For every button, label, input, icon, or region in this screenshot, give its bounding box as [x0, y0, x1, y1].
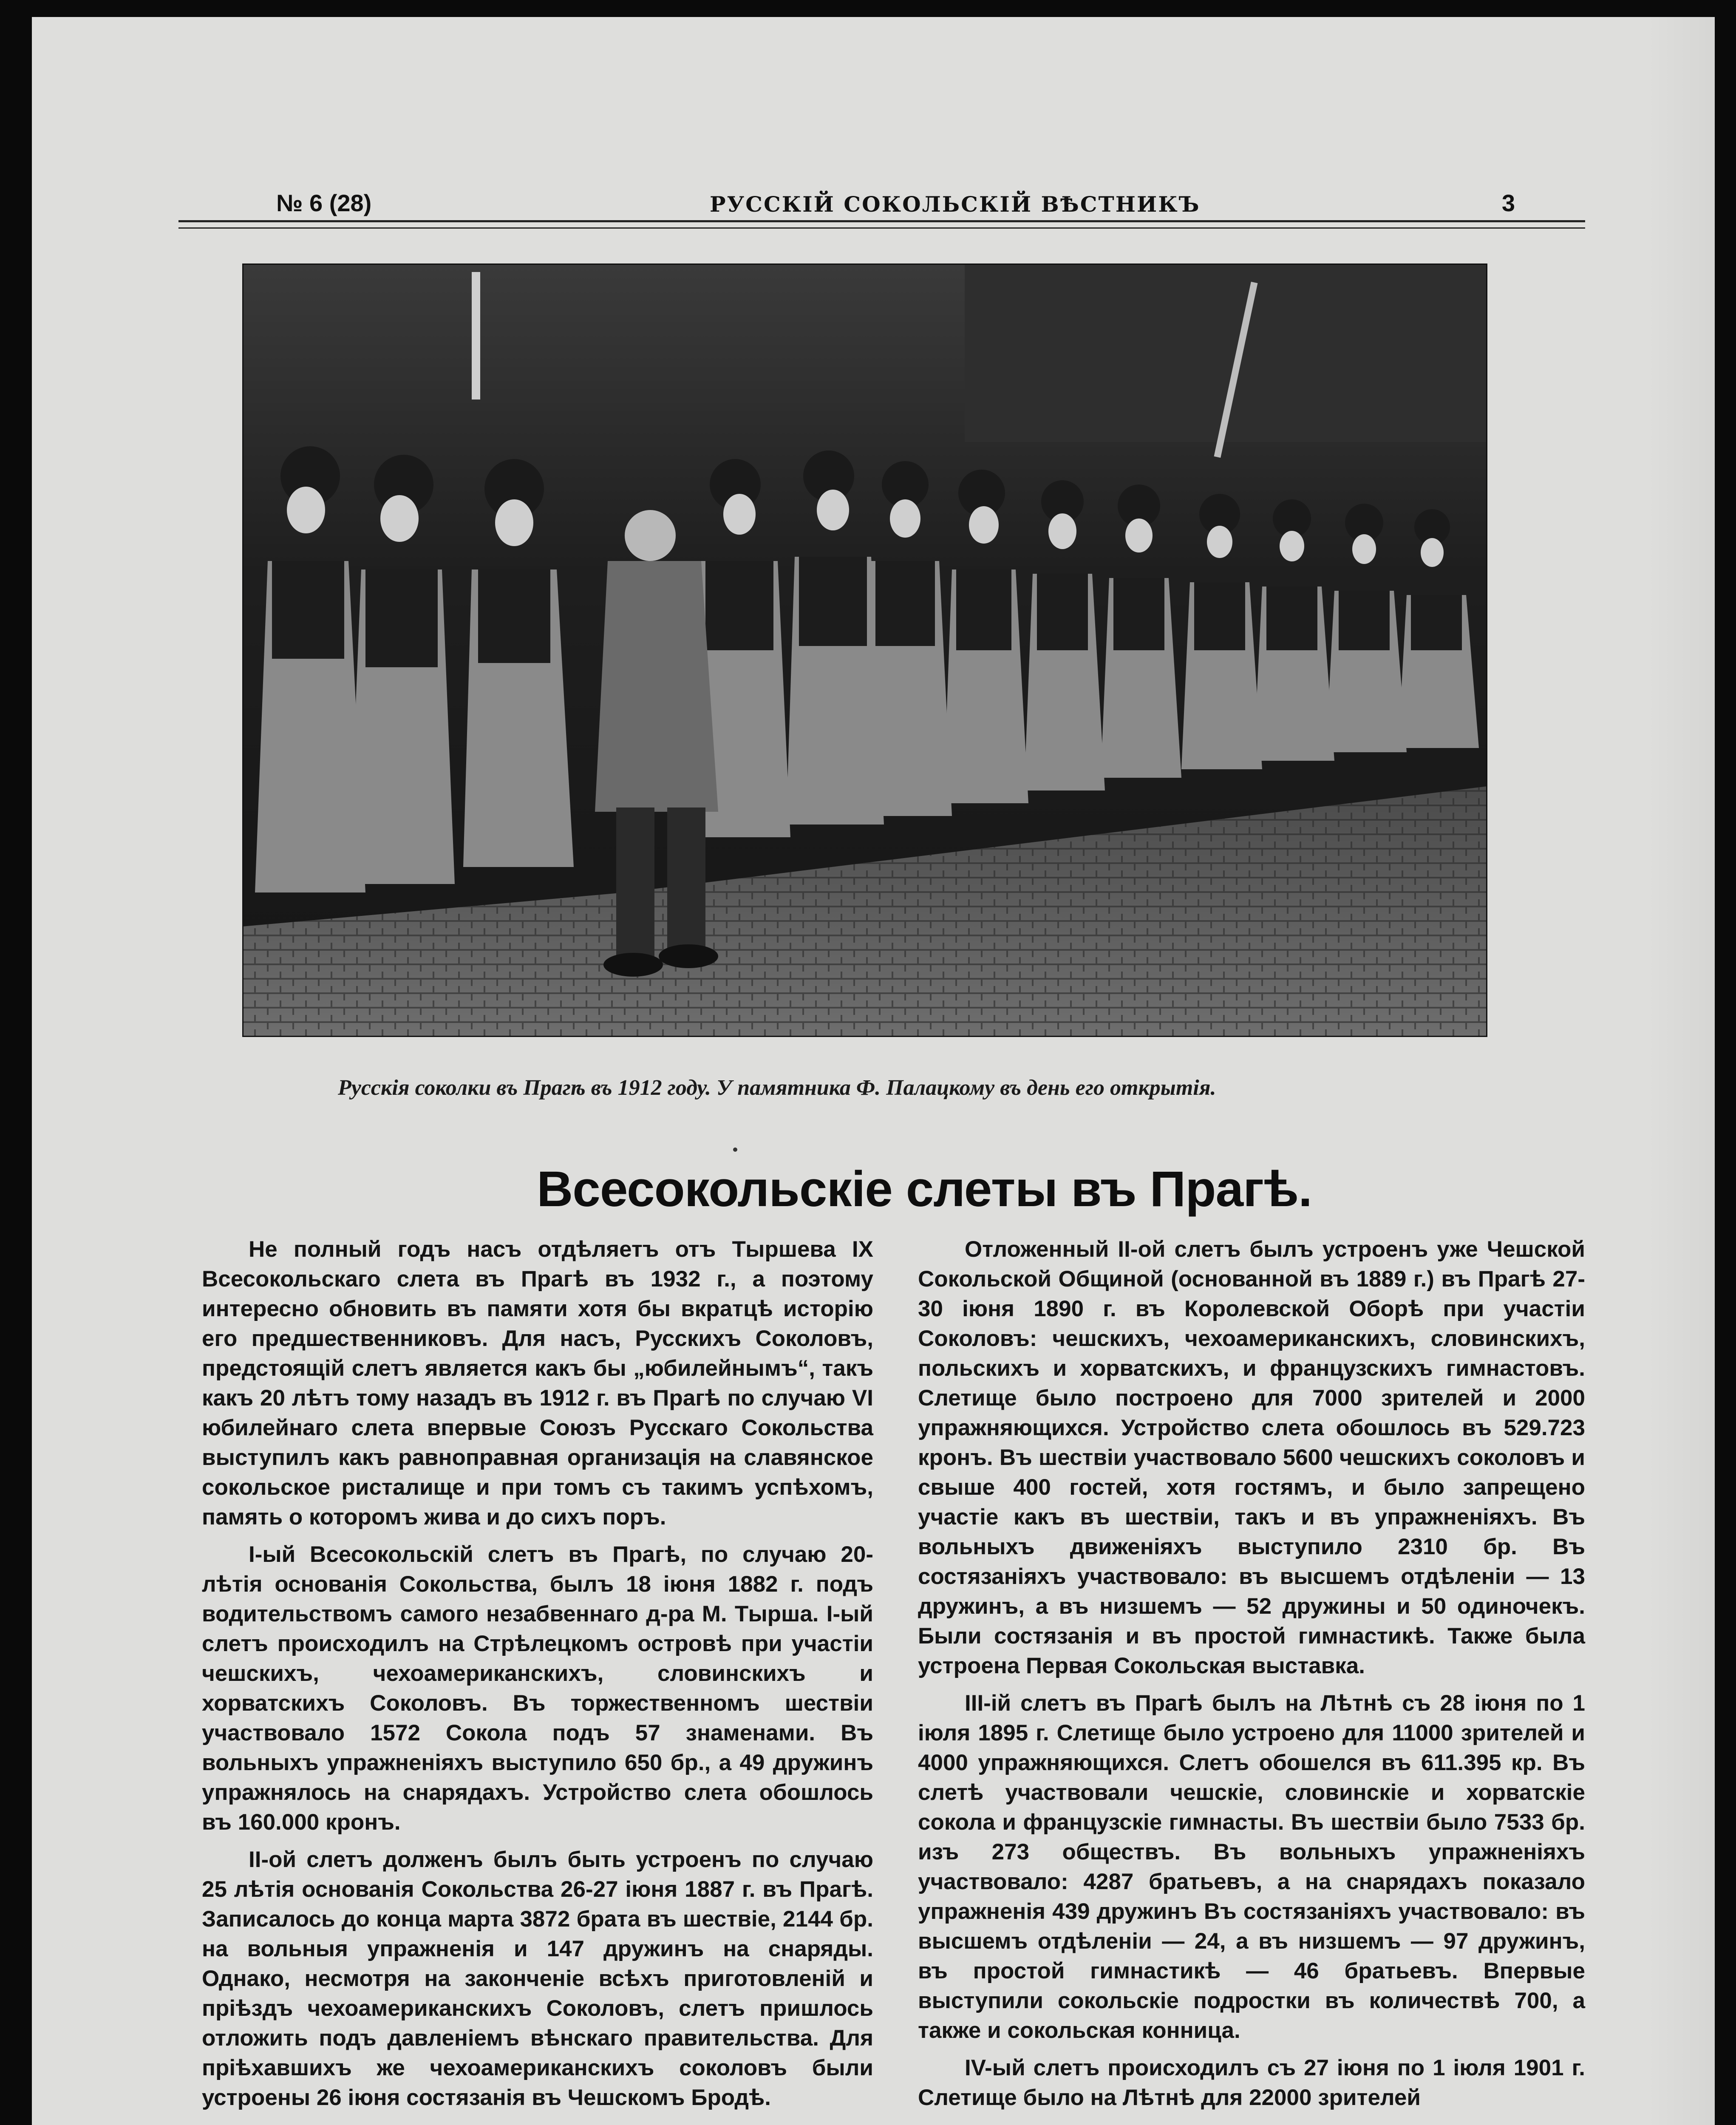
article-column-right: [918, 1235, 1585, 2120]
photo-caption: Русскія соколки въ Прагѣ въ 1912 году. У памятника Ф. Палацкому въ день его открытія.: [338, 1076, 1216, 1100]
journal-title: РУССКІЙ СОКОЛЬСКІЙ ВѢСТНИКЪ: [710, 192, 1201, 217]
paragraph: Отложенный II-ой слетъ былъ устроенъ уже Чешской Сокольской Общиной (основанной въ 1889 г.) въ Прагѣ 27-30 іюня 1890 г. въ Королевской Оборѣ при участіи Соколовъ: чешскихъ, чехоамериканскихъ, словинскихъ, польскихъ и хорватскихъ, и французскихъ гимнастовъ. Слетище было построено для 7000 зрителей и 2000 упражняющихся. Устройство слета обошлось въ 529.723 кронъ. Въ шествіи участвовало 5600 чешскихъ соколовъ и свыше 400 гостей, хотя гостямъ, и было запрещено участіе какъ въ шествіи, такъ и въ упражненіяхъ. Въ вольныхъ движеніяхъ выступило 2310 бр. Въ состязаніяхъ участвовало: въ высшемъ отдѣленіи — 13 дружинъ, а въ низшемъ — 52 дружины и 50 одиночекъ. Были состязанія и въ простой гимнастикѣ. Также была устроена Первая Сокольская выставка.: [918, 1237, 1585, 1678]
page-number: 3: [1501, 190, 1515, 216]
group-photograph: [242, 264, 1487, 1037]
article-title: Всесокольскіе слеты въ Прагѣ.: [537, 1161, 1312, 1217]
paragraph: III-ій слетъ въ Прагѣ былъ на Лѣтнѣ съ 28 іюня по 1 іюля 1895 г. Слетище было устроено для 11000 зрителей и 4000 упражняющихся. Слетъ обошелся въ 611.395 кр. Въ слетѣ участвовали чешскіе, словинскіе и хорватскіе сокола и французскіе гимнасты. Въ шествіи было 7533 бр. изъ 273 обществъ. Въ вольныхъ упражненіяхъ участвовало: 4287 братьевъ, а на снарядахъ показало упражненія 439 дружинъ Въ состязаніяхъ участвовало: въ высшемъ отдѣленіи — 24, а въ низшемъ — 97 дружинъ, въ простой гимнастикѣ — 46 братьевъ. Впервые выступили сокольскіе подростки въ количествѣ 700, а также и сокольская конница.: [918, 1691, 1585, 2043]
paragraph: IV-ый слетъ происходилъ съ 27 іюня по 1 іюля 1901 г. Слетище было на Лѣтнѣ для 22000 зрителей: [918, 2055, 1585, 2110]
speck: [733, 1148, 737, 1152]
photo-illustration: [242, 264, 1487, 1037]
issue-number: № 6 (28): [276, 190, 372, 216]
header-rule: [178, 220, 1585, 229]
article-column-left: [202, 1235, 873, 2120]
paragraph: Не полный годъ насъ отдѣляетъ отъ Тыршева IX Всесокольскаго слета въ Прагѣ въ 1932 г., а поэтому интересно обновить въ памяти хотя бы вкратцѣ исторію его предшественниковъ. Для насъ, Русскихъ Соколовъ, предстоящій слетъ является какъ бы „юбилейнымъ“, такъ какъ 20 лѣтъ тому назадъ въ 1912 г. въ Прагѣ по случаю VI юбилейнаго слета впервые Союзъ Русскаго Сокольства выступилъ какъ равноправная организація на славянское сокольское ристалище и при томъ съ такимъ успѣхомъ, память о которомъ жива и до сихъ поръ.: [202, 1237, 873, 1530]
running-header: [178, 189, 1585, 219]
paragraph: I-ый Всесокольскій слетъ въ Прагѣ, по случаю 20-лѣтія основанія Сокольства, былъ 18 іюня 1882 г. подъ водительствомъ самого незабвеннаго д-ра М. Тырша. I-ый слетъ происходилъ на Стрѣлецкомъ островѣ при участіи чешскихъ, чехоамериканскихъ, словинскихъ и хорватскихъ Соколовъ. Въ торжественномъ шествіи участвовало 1572 Сокола подъ 57 знаменами. Въ вольныхъ упражненіяхъ выступило 650 бр., а 49 дружинъ упражнялось на снарядахъ. Устройство слета обошлось въ 160.000 кронъ.: [202, 1542, 873, 1835]
newspaper-page: [32, 17, 1715, 2125]
page-edge-shadow: [1647, 17, 1715, 2125]
paragraph: II-ой слетъ долженъ былъ быть устроенъ по случаю 25 лѣтія основанія Сокольства 26-27 іюня 1887 г. въ Прагѣ. Записалось до конца марта 3872 брата въ шествіе, 2144 бр. на вольныя упражненія и 147 дружинъ на снаряды. Однако, несмотря на законченіе всѣхъ приготовленій и пріѣздъ чехоамериканскихъ Соколовъ, слетъ пришлось отложить подъ давленіемъ вѣнскаго правительства. Для пріѣхавшихъ же чехоамериканскихъ соколовъ были устроены 26 іюня состязанія въ Чешскомъ Бродѣ.: [202, 1847, 873, 2110]
